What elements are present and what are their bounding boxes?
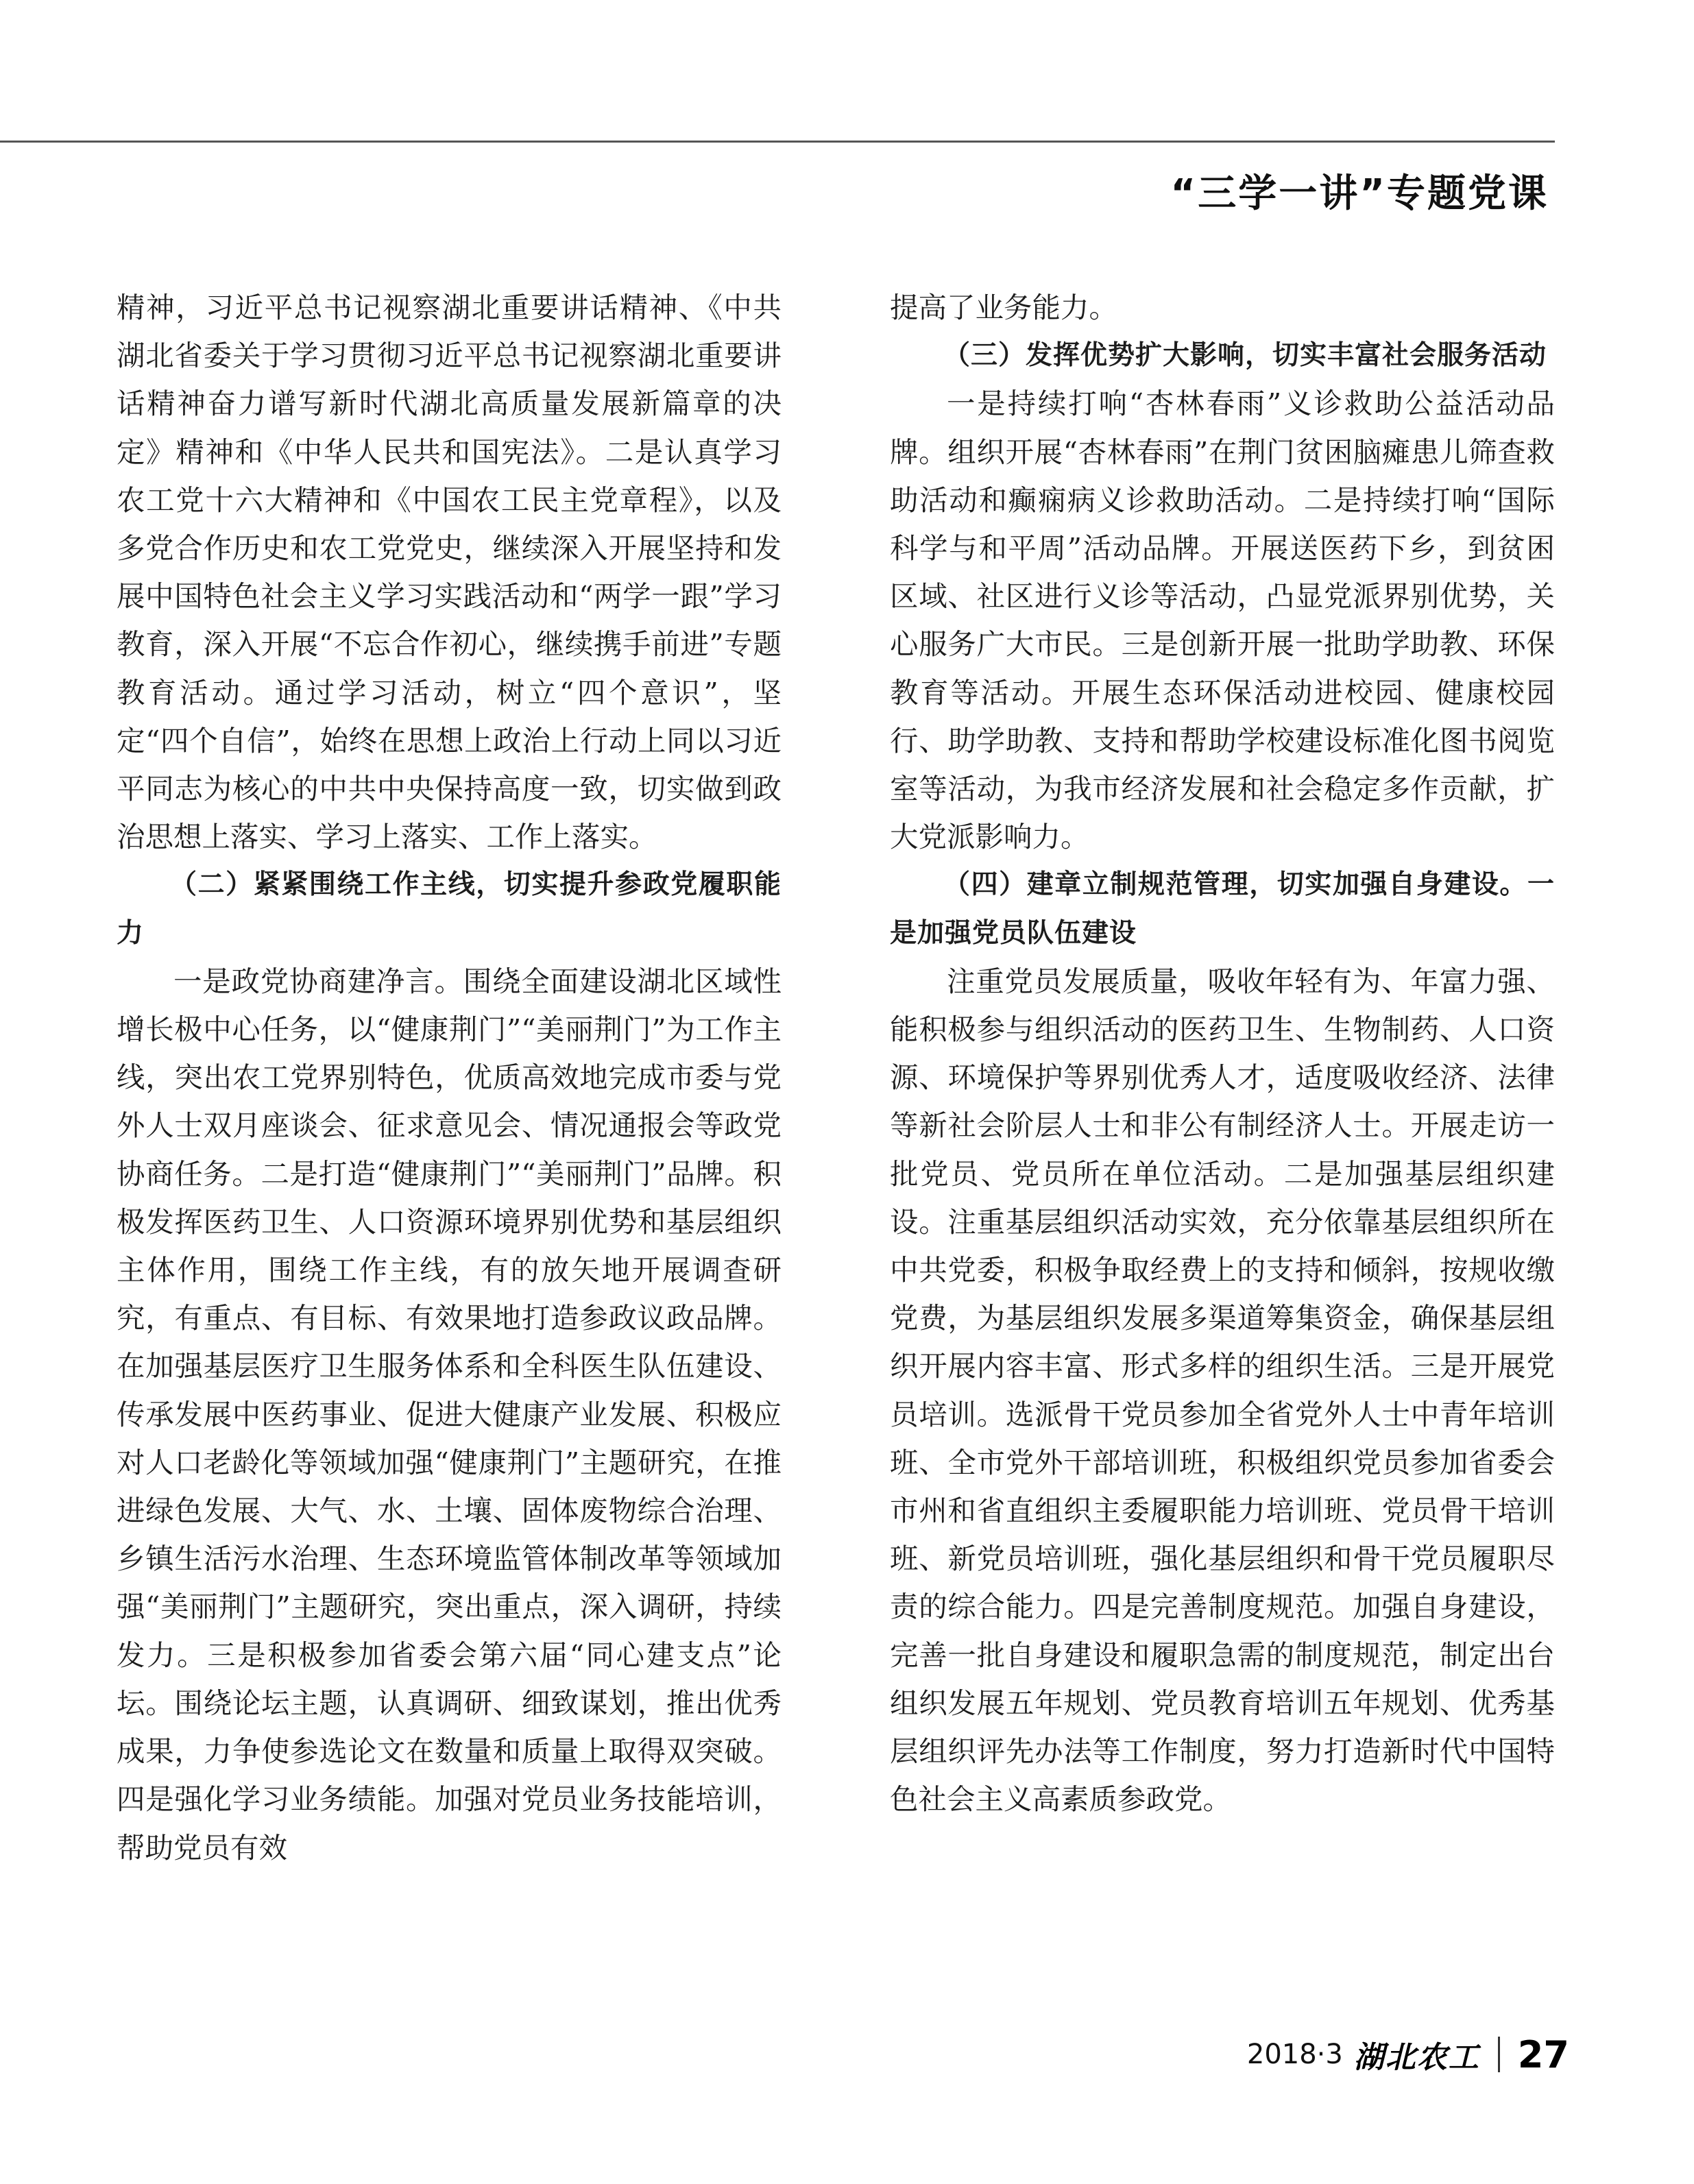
header-rule (0, 141, 1555, 143)
magazine-name: 湖北农工 (1353, 2040, 1480, 2075)
section-title: “三学一讲”专题党课 (1170, 171, 1549, 216)
right-column (890, 284, 1555, 1824)
right-paragraph-3: 注重党员发展质量，吸收年轻有为、年富力强、能积极参与组织活动的医药卫生、生物制药、人口资源、环境保护等界别优秀人才，适度吸收经济、法律等新社会阶层人士和非公有制经济人士。开展走访一批党员、党员所在单位活动。二是加强基层组织建设。注重基层组织活动实效，充分依靠基层组织所在中共党委，积极争取经费上的支持和倾斜，按规收缴党费，为基层组织发展多渠道筹集资金，确保基层组织开展内容丰富、形式多样的组织生活。三是开展党员培训。选派骨干党员参加全省党外人士中青年培训班、全市党外干部培训班，积极组织党员参加省委会市州和省直组织主委履职能力培训班、党员骨干培训班、新党员培训班，强化基层组织和骨干党员履职尽责的综合能力。四是完善制度规范。加强自身建设，完善一批自身建设和履职急需的制度规范，制定出台组织发展五年规划、党员教育培训五年规划、优秀基层组织评先办法等工作制度，努力打造新时代中国特色社会主义高素质参政党。 (890, 964, 1555, 1817)
left-column (117, 284, 782, 1872)
subheading-2: （二）紧紧围绕工作主线，切实提升参政党履职能力 (117, 869, 782, 949)
subheading-3: （三）发挥优势扩大影响，切实丰富社会服务活动 (943, 340, 1547, 372)
right-paragraph-1: 提高了业务能力。 (890, 291, 1118, 324)
issue-number: 2018·3 (1246, 2039, 1343, 2070)
page-number: 27 (1517, 2033, 1569, 2076)
right-paragraph-2: 一是持续打响“杏林春雨”义诊救助公益活动品牌。组织开展“杏林春雨”在荆门贫困脑瘫患儿筛查救助活动和癫痫病义诊救助活动。二是持续打响“国际科学与和平周”活动品牌。开展送医药下乡，到贫困区域、社区进行义诊等活动，凸显党派界别优势，关心服务广大市民。三是创新开展一批助学助教、环保教育等活动。开展生态环保活动进校园、健康校园行、助学助教、支持和帮助学校建设标准化图书阅览室等活动，为我市经济发展和社会稳定多作贡献，扩大党派影响力。 (890, 387, 1555, 854)
subheading-4: （四）建章立制规范管理，切实加强自身建设。一是加强党员队伍建设 (890, 869, 1555, 949)
footer-divider (1498, 2037, 1500, 2072)
left-paragraph-2: 一是政党协商建净言。围绕全面建设湖北区域性增长极中心任务，以“健康荆门”“美丽荆门”为工作主线，突出农工党界别特色，优质高效地完成市委与党外人士双月座谈会、征求意见会、情况通报会等政党协商任务。二是打造“健康荆门”“美丽荆门”品牌。积极发挥医药卫生、人口资源环境界别优势和基层组织主体作用，围绕工作主线，有的放矢地开展调查研究，有重点、有目标、有效果地打造参政议政品牌。在加强基层医疗卫生服务体系和全科医生队伍建设、传承发展中医药事业、促进大健康产业发展、积极应对人口老龄化等领域加强“健康荆门”主题研究，在推进绿色发展、大气、水、土壤、固体废物综合治理、乡镇生活污水治理、生态环境监管体制改革等领域加强“美丽荆门”主题研究，突出重点，深入调研，持续发力。三是积极参加省委会第六届“同心建支点”论坛。围绕论坛主题，认真调研、细致谋划，推出优秀成果，力争使参选论文在数量和质量上取得双突破。四是强化学习业务绩能。加强对党员业务技能培训，帮助党员有效 (117, 964, 782, 1865)
left-paragraph-1: 精神，习近平总书记视察湖北重要讲话精神、《中共湖北省委关于学习贯彻习近平总书记视察湖北重要讲话精神奋力谱写新时代湖北高质量发展新篇章的决定》精神和《中华人民共和国宪法》。二是认真学习农工党十六大精神和《中国农工民主党章程》，以及多党合作历史和农工党党史，继续深入开展坚持和发展中国特色社会主义学习实践活动和“两学一跟”学习教育，深入开展“不忘合作初心，继续携手前进”专题教育活动。通过学习活动，树立“四个意识”，坚定“四个自信”，始终在思想上政治上行动上同以习近平同志为核心的中共中央保持高度一致，切实做到政治思想上落实、学习上落实、工作上落实。 (117, 291, 782, 854)
page-footer (1247, 2033, 1569, 2076)
